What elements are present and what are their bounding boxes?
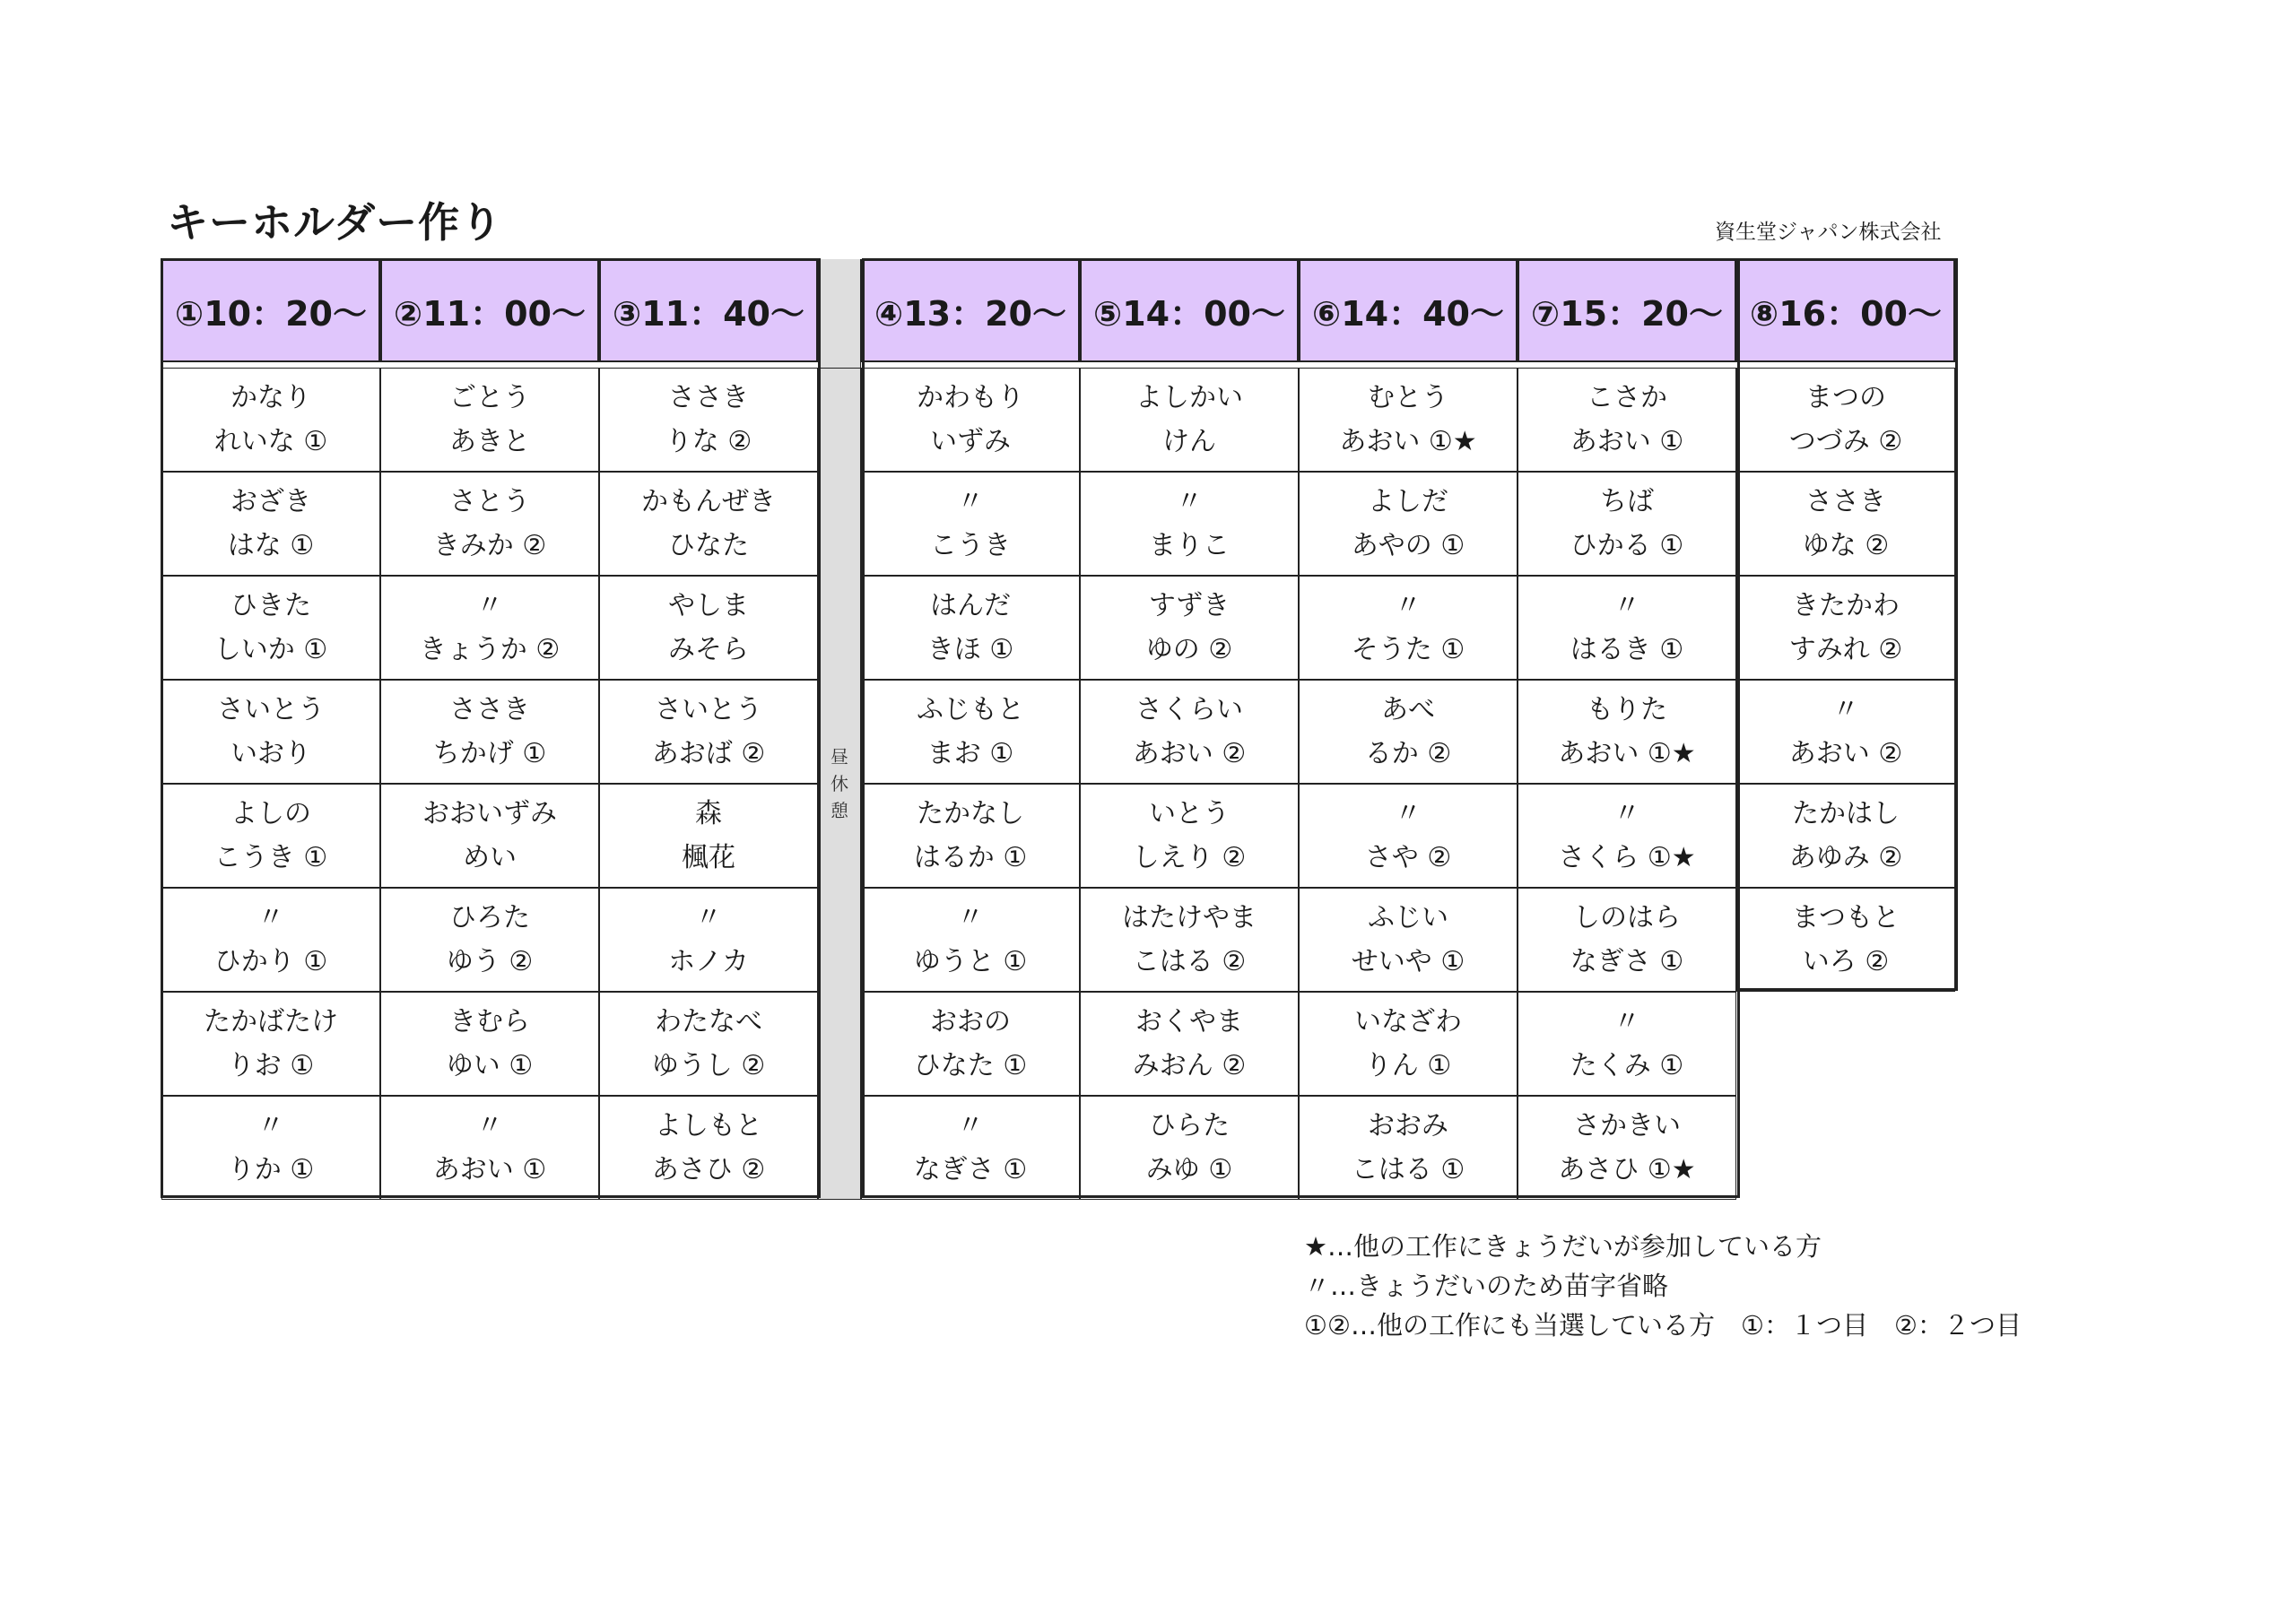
participant-surname: まつもと	[1792, 902, 1900, 933]
participant-cell	[1080, 368, 1299, 472]
participant-surname: 〃	[1613, 1006, 1640, 1037]
participant-cell	[861, 576, 1080, 680]
participant-surname: すずき	[1148, 590, 1231, 621]
participant-given-name: そうた ①	[1351, 634, 1465, 665]
participant-given-name: はな ①	[227, 530, 315, 561]
participant-given-name: なぎさ ①	[1570, 946, 1684, 977]
participant-surname: 〃	[1395, 590, 1422, 621]
participant-surname: おくやま	[1135, 1006, 1243, 1037]
participant-cell	[1518, 368, 1736, 472]
participant-cell	[1736, 784, 1955, 888]
participant-cell	[1736, 680, 1955, 784]
session-header: ②11：00～	[380, 259, 599, 362]
participant-cell	[861, 992, 1080, 1096]
participant-surname: ささき	[449, 694, 530, 725]
participant-given-name: ひかる ①	[1570, 530, 1684, 561]
participant-cell	[1299, 992, 1518, 1096]
participant-cell	[1080, 992, 1299, 1096]
participant-given-name: あゆみ ②	[1788, 842, 1903, 873]
participant-given-name: ひかり ①	[213, 946, 328, 977]
session-header: ⑦15：20～	[1518, 259, 1736, 362]
participant-cell	[1080, 1096, 1299, 1200]
participant-given-name: つづみ ②	[1788, 426, 1903, 457]
participant-given-name: こうき ①	[213, 842, 328, 873]
participant-cell	[599, 992, 818, 1096]
participant-given-name: まお ①	[926, 738, 1014, 769]
participant-given-name: さくら ①★	[1558, 842, 1696, 873]
participant-surname: たかはし	[1792, 798, 1900, 829]
participant-cell	[380, 888, 599, 992]
session-header: ⑧16：00～	[1736, 259, 1955, 362]
participant-surname: ささき	[1805, 486, 1886, 517]
participant-surname: 〃	[257, 1110, 284, 1141]
participant-given-name: はるか ①	[913, 842, 1028, 873]
participant-surname: ひきた	[230, 590, 311, 621]
participant-given-name: あおい ①★	[1339, 426, 1477, 457]
participant-given-name: しえり ②	[1132, 842, 1247, 873]
schedule-table	[161, 259, 1955, 1200]
participant-given-name: あきと	[449, 426, 530, 457]
participant-surname: かわもり	[917, 382, 1024, 413]
lunch-break-char: 休	[831, 773, 848, 794]
legend-star-note: ★…他の工作にきょうだいが参加している方	[1304, 1231, 1822, 1262]
participant-surname: さいとう	[655, 694, 762, 725]
participant-surname: たかなし	[917, 798, 1024, 829]
participant-given-name: るか ②	[1364, 738, 1452, 769]
participant-given-name: みゆ ①	[1145, 1154, 1233, 1185]
participant-surname: ひろた	[449, 902, 530, 933]
participant-cell	[1736, 368, 1955, 472]
participant-surname: おざき	[230, 486, 311, 517]
participant-cell	[1518, 472, 1736, 576]
legend-ditto-note: 〃…きょうだいのため苗字省略	[1304, 1271, 1669, 1301]
participant-surname: 〃	[1613, 798, 1640, 829]
participant-cell	[861, 1096, 1080, 1200]
participant-cell	[1080, 784, 1299, 888]
participant-given-name: あさひ ①★	[1558, 1154, 1696, 1185]
participant-cell	[1080, 576, 1299, 680]
participant-surname: 〃	[476, 590, 503, 621]
participant-cell	[599, 576, 818, 680]
participant-surname: 〃	[1613, 590, 1640, 621]
company-name: 資生堂ジャパン株式会社	[1715, 221, 1942, 244]
participant-given-name: たくみ ①	[1570, 1050, 1684, 1081]
participant-given-name: まりこ	[1149, 530, 1230, 561]
participant-given-name: なぎさ ①	[913, 1154, 1028, 1185]
legend-number-note: ①②…他の工作にも当選している方 ①：１つ目 ②：２つ目	[1304, 1310, 2022, 1341]
participant-given-name: あおい ②	[1788, 738, 1903, 769]
participant-cell	[861, 784, 1080, 888]
participant-surname: しのはら	[1573, 902, 1681, 933]
participant-given-name: りな ②	[665, 426, 752, 457]
participant-given-name: みおん ②	[1132, 1050, 1247, 1081]
participant-cell	[161, 368, 380, 472]
participant-cell	[1080, 680, 1299, 784]
participant-surname: 〃	[695, 902, 722, 933]
participant-given-name: こはる ②	[1132, 946, 1247, 977]
participant-surname: さくらい	[1135, 694, 1243, 725]
session-header: ④13：20～	[861, 259, 1080, 362]
participant-cell	[599, 368, 818, 472]
participant-surname: さかきい	[1573, 1110, 1681, 1141]
session-header: ⑤14：00～	[1080, 259, 1299, 362]
participant-given-name: いおり	[230, 738, 311, 769]
participant-surname: きたかわ	[1792, 590, 1900, 621]
participant-cell	[1518, 680, 1736, 784]
participant-given-name: りお ①	[227, 1050, 315, 1081]
participant-cell	[1080, 888, 1299, 992]
participant-surname: 〃	[257, 902, 284, 933]
participant-surname: おおいずみ	[422, 798, 557, 829]
participant-cell	[161, 888, 380, 992]
participant-cell	[1299, 472, 1518, 576]
participant-given-name: ひなた ①	[913, 1050, 1028, 1081]
participant-given-name: ゆうと ①	[913, 946, 1028, 977]
participant-surname: わたなべ	[655, 1006, 762, 1037]
participant-cell	[161, 680, 380, 784]
participant-surname: もりた	[1587, 694, 1667, 725]
participant-cell	[1736, 576, 1955, 680]
participant-cell	[861, 680, 1080, 784]
participant-surname: きむら	[449, 1006, 530, 1037]
participant-given-name: けん	[1162, 426, 1216, 457]
participant-surname: いなざわ	[1354, 1006, 1462, 1037]
participant-cell	[1299, 784, 1518, 888]
lunch-break-char: 昼	[831, 746, 848, 768]
session-header: ⑥14：40～	[1299, 259, 1518, 362]
participant-cell	[1736, 888, 1955, 992]
participant-surname: ちば	[1600, 486, 1654, 517]
participant-surname: かもんぜき	[641, 486, 776, 517]
participant-cell	[599, 680, 818, 784]
participant-surname: たかばたけ	[204, 1006, 338, 1037]
participant-cell	[380, 368, 599, 472]
participant-given-name: せいや ①	[1351, 946, 1465, 977]
participant-surname: 〃	[1832, 694, 1859, 725]
participant-cell	[1518, 784, 1736, 888]
participant-given-name: りん ①	[1364, 1050, 1452, 1081]
participant-surname: 〃	[476, 1110, 503, 1141]
participant-cell	[1299, 576, 1518, 680]
participant-cell	[861, 888, 1080, 992]
participant-cell	[599, 472, 818, 576]
participant-cell	[1080, 472, 1299, 576]
participant-given-name: あおい ①	[1570, 426, 1684, 457]
lunch-break-column	[818, 368, 861, 1200]
participant-cell	[380, 680, 599, 784]
participant-given-name: あやの ①	[1351, 530, 1465, 561]
participant-surname: ささき	[668, 382, 749, 413]
participant-surname: よしかい	[1135, 382, 1243, 413]
participant-surname: ごとう	[449, 382, 530, 413]
participant-surname: さいとう	[217, 694, 325, 725]
participant-cell	[380, 1096, 599, 1200]
participant-given-name: あおい ①★	[1558, 738, 1696, 769]
lunch-break-char: 憩	[831, 800, 848, 821]
participant-surname: おおの	[930, 1006, 1011, 1037]
participant-given-name: りか ①	[227, 1154, 315, 1185]
participant-given-name: きほ ①	[926, 634, 1014, 665]
participant-surname: こさか	[1587, 382, 1667, 413]
participant-given-name: 楓花	[682, 842, 735, 873]
participant-given-name: あおい ②	[1132, 738, 1247, 769]
page-title: キーホルダー作り	[167, 198, 503, 247]
participant-surname: 森	[695, 798, 722, 829]
participant-cell	[599, 1096, 818, 1200]
participant-given-name: ひなた	[668, 530, 749, 561]
participant-given-name: ホノカ	[668, 946, 749, 977]
participant-cell	[161, 576, 380, 680]
participant-cell	[1299, 888, 1518, 992]
session-header: ①10：20～	[161, 259, 380, 362]
participant-cell	[161, 472, 380, 576]
participant-given-name: あおい ①	[432, 1154, 547, 1185]
participant-cell	[861, 472, 1080, 576]
participant-surname: よしの	[230, 798, 311, 829]
participant-given-name: ゆうし ②	[651, 1050, 766, 1081]
participant-cell	[380, 576, 599, 680]
participant-surname: はたけやま	[1122, 902, 1257, 933]
participant-surname: あべ	[1381, 694, 1435, 725]
participant-cell	[380, 992, 599, 1096]
participant-surname: ひらた	[1149, 1110, 1230, 1141]
legend-notes	[1304, 1227, 2022, 1345]
participant-cell	[161, 1096, 380, 1200]
participant-given-name: さや ②	[1364, 842, 1452, 873]
participant-given-name: あおば ②	[651, 738, 766, 769]
participant-surname: 〃	[957, 902, 984, 933]
participant-cell	[1518, 1096, 1736, 1200]
participant-cell	[861, 368, 1080, 472]
participant-cell	[380, 472, 599, 576]
participant-given-name: ゆい ①	[446, 1050, 534, 1081]
participant-cell	[1299, 368, 1518, 472]
participant-cell	[1518, 888, 1736, 992]
participant-cell	[1518, 576, 1736, 680]
participant-given-name: こうき	[930, 530, 1011, 561]
lunch-break-header	[818, 259, 861, 368]
participant-given-name: はるき ①	[1570, 634, 1684, 665]
participant-cell	[1299, 680, 1518, 784]
participant-surname: さとう	[449, 486, 530, 517]
participant-surname: やしま	[668, 590, 749, 621]
participant-surname: ふじい	[1368, 902, 1448, 933]
participant-given-name: ちかげ ①	[432, 738, 547, 769]
participant-cell	[599, 888, 818, 992]
participant-given-name: ゆの ②	[1145, 634, 1233, 665]
participant-surname: 〃	[1395, 798, 1422, 829]
participant-surname: まつの	[1805, 382, 1886, 413]
participant-cell	[161, 784, 380, 888]
participant-given-name: みそら	[668, 634, 749, 665]
participant-surname: よしもと	[655, 1110, 762, 1141]
participant-surname: いとう	[1149, 798, 1230, 829]
participant-cell	[1299, 1096, 1518, 1200]
participant-given-name: しいか ①	[213, 634, 328, 665]
participant-cell	[1518, 992, 1736, 1096]
participant-surname: おおみ	[1368, 1110, 1448, 1141]
session-header: ③11：40～	[599, 259, 818, 362]
participant-given-name: ゆな ②	[1802, 530, 1890, 561]
participant-surname: 〃	[957, 486, 984, 517]
participant-given-name: いろ ②	[1802, 946, 1890, 977]
participant-given-name: いずみ	[930, 426, 1011, 457]
participant-surname: かなり	[230, 382, 311, 413]
participant-given-name: すみれ ②	[1788, 634, 1903, 665]
participant-given-name: きみか ②	[432, 530, 547, 561]
participant-given-name: ゆう ②	[446, 946, 534, 977]
participant-given-name: こはる ①	[1351, 1154, 1465, 1185]
participant-given-name: めい	[463, 842, 517, 873]
participant-given-name: きょうか ②	[419, 634, 561, 665]
participant-cell	[161, 992, 380, 1096]
participant-surname: はんだ	[930, 590, 1011, 621]
participant-surname: むとう	[1368, 382, 1448, 413]
participant-given-name: あさひ ②	[651, 1154, 766, 1185]
participant-given-name: れいな ①	[213, 426, 328, 457]
participant-cell	[599, 784, 818, 888]
participant-surname: ふじもと	[917, 694, 1024, 725]
participant-surname: 〃	[957, 1110, 984, 1141]
participant-surname: 〃	[1176, 486, 1203, 517]
participant-cell	[380, 784, 599, 888]
participant-cell	[1736, 472, 1955, 576]
participant-surname: よしだ	[1368, 486, 1448, 517]
